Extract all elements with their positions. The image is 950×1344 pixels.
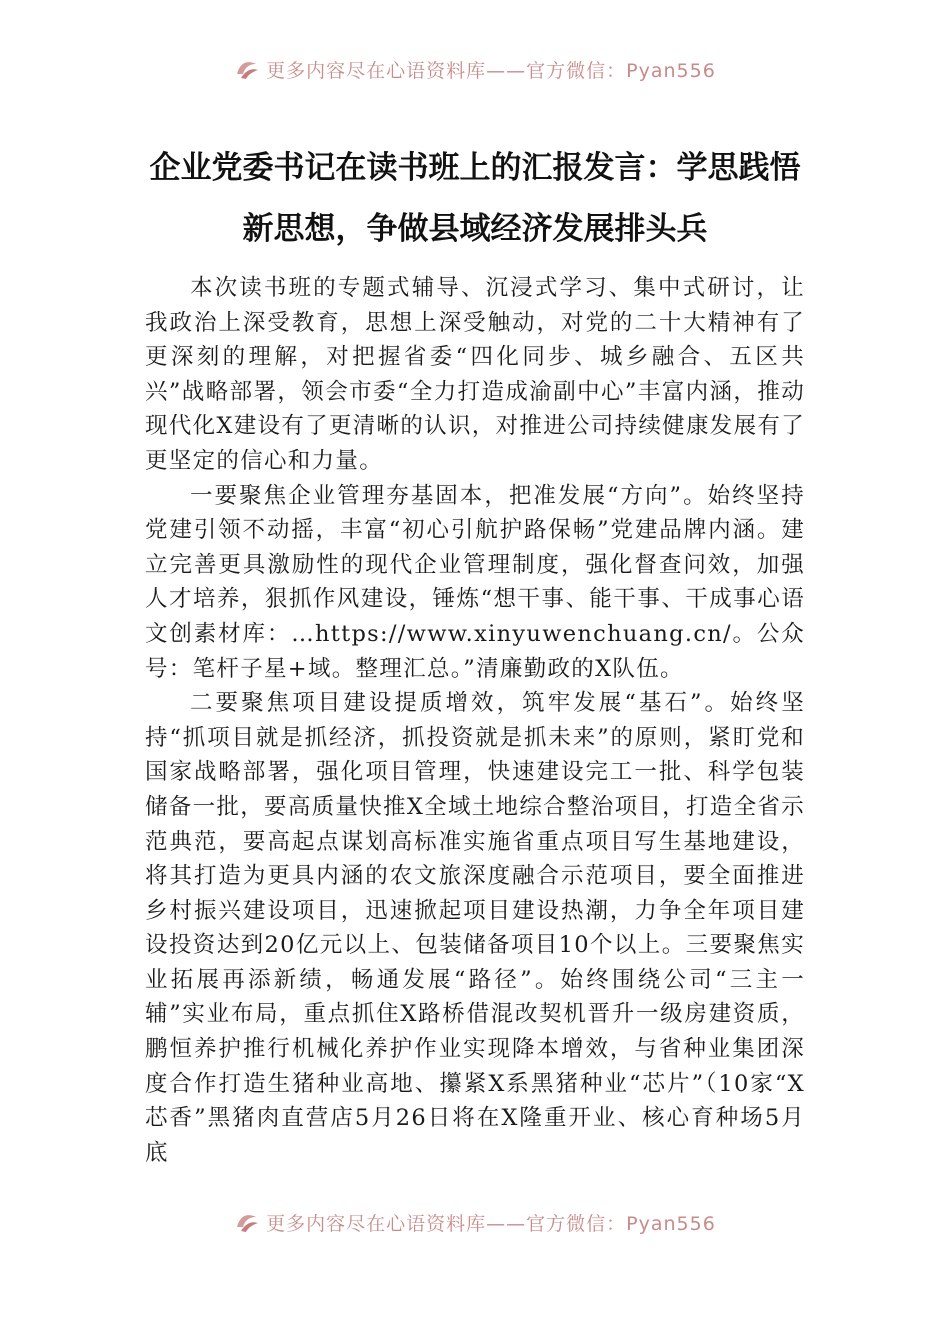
document-body xyxy=(145,271,805,1206)
paragraph-1: 本次读书班的专题式辅导、沉浸式学习、集中式研讨，让我政治上深受教育，思想上深受触动，对党的二十大精神有了更深刻的理解，对把握省委“四化同步、城乡融合、五区共兴”战略部署，领会市委“全力打造成渝副中心”丰富内涵，推动现代化X建设有了更清晰的认识，对推进公司持续健康发展有了更坚定的信心和力量。 xyxy=(145,275,805,474)
watermark-header xyxy=(0,55,950,83)
watermark-footer xyxy=(0,1208,950,1236)
logo-icon xyxy=(234,1211,260,1233)
document-title: 企业党委书记在读书班上的汇报发言：学思践悟新思想，争做县域经济发展排头兵 xyxy=(149,150,801,247)
paragraph-2: 一要聚焦企业管理夯基固本，把准发展“方向”。始终坚持党建引领不动摇，丰富“初心引航护路保畅”党建品牌内涵。建立完善更具激励性的现代企业管理制度，强化督查问效，加强人才培养，狠抓作风建设，锤炼“想干事、能干事、干成事心语文创素材库：…https://www.xinyuwenchuang.cn/。公众号：笔杆子星+域。整理汇总。”清廉勤政的X队伍。 xyxy=(145,482,805,682)
watermark-text: 更多内容尽在心语资料库——官方微信：Pyan556 xyxy=(266,1212,716,1235)
watermark-text: 更多内容尽在心语资料库——官方微信：Pyan556 xyxy=(266,59,716,82)
paragraph-3: 二要聚焦项目建设提质增效，筑牢发展“基石”。始终坚持“抓项目就是抓经济，抓投资就是抓未来”的原则，紧盯党和国家战略部署，强化项目管理，快速建设完工一批、科学包装储备一批，要高质量快推X全域土地综合整治项目，打造全省示范典范，要高起点谋划高标准实施省重点项目写生基地建设，将其打造为更具内涵的农文旅深度融合示范项目，要全面推进乡村振兴建设项目，迅速掀起项目建设热潮，力争全年项目建设投资达到20亿元以上、包装储备项目10个以上。三要聚焦实业拓展再添新绩，畅通发展“路径”。始终围绕公司“三主一辅”实业布局，重点抓住X路桥借混改契机晋升一级房建资质，鹏恒养护推行机械化养护作业实现降本增效，与省种业集团深度合作打造生猪种业高地、攥紧X系黑猪种业“芯片”（10家“X芯香”黑猪肉直营店5月26日将在X隆重开业、核心育种场5月底 xyxy=(145,690,805,1166)
logo-icon xyxy=(234,58,260,80)
